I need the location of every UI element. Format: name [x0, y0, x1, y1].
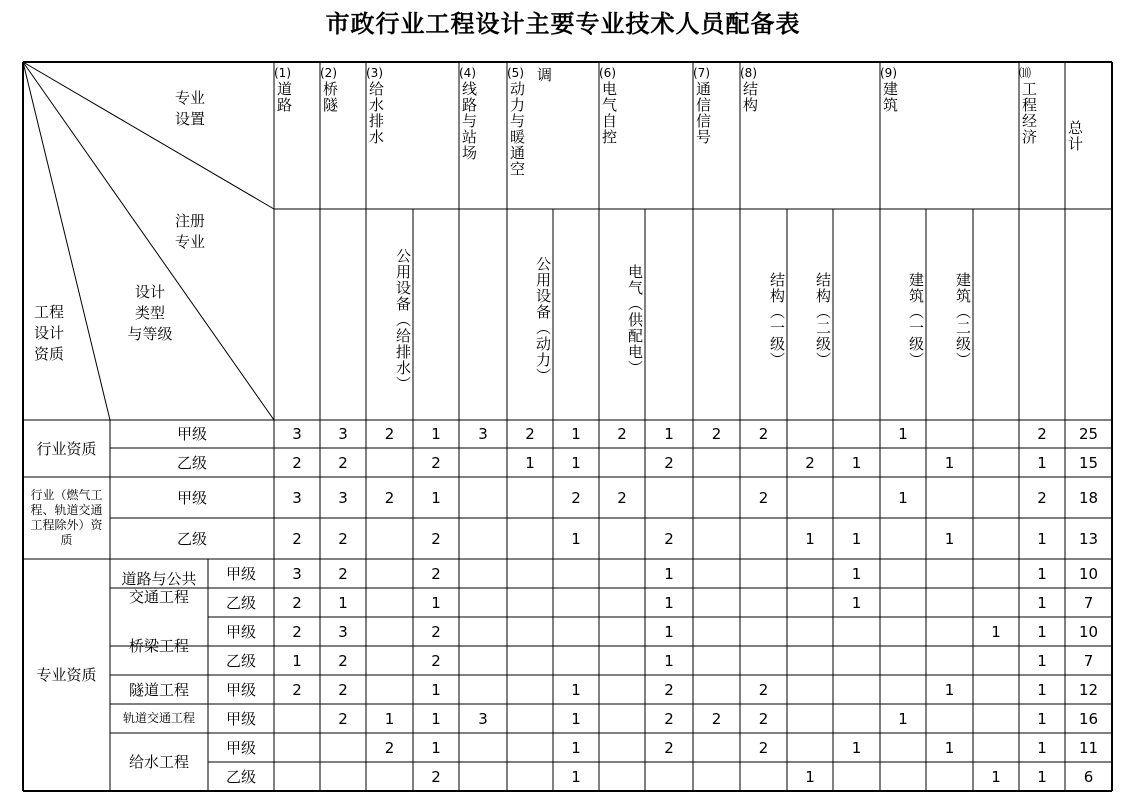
table-cell [880, 559, 926, 588]
table-cell: 10 [1078, 622, 1099, 641]
reg-header-12: 结构（二级） [814, 271, 832, 368]
table-cell [833, 675, 880, 704]
grade-label: 乙级 [176, 529, 207, 548]
table-cell [459, 477, 507, 518]
spec-header-number: (1) [274, 66, 291, 80]
table-cell: 1 [664, 651, 674, 670]
table-cell: 2 [664, 529, 674, 548]
table-cell: 1 [898, 488, 908, 507]
table-cell: 3 [292, 488, 302, 507]
table-cell: 2 [525, 425, 535, 443]
table-cell [833, 762, 880, 791]
table-cell: 1 [805, 529, 815, 548]
table-cell [787, 704, 833, 733]
table-cell [973, 588, 1019, 617]
table-cell: 2 [758, 680, 769, 699]
table-cell: 6 [1083, 767, 1094, 786]
table-cell [459, 448, 507, 477]
table-cell [599, 675, 645, 704]
table-cell [973, 448, 1019, 477]
table-cell: 2 [338, 529, 348, 548]
table-cell [599, 733, 645, 762]
table-cell: 1 [944, 738, 955, 757]
spec-header-8 [740, 62, 880, 209]
table-cell [926, 704, 973, 733]
table-cell [507, 762, 553, 791]
spec-header-number: (8) [740, 66, 757, 80]
page-title: 市政行业工程设计主要专业技术人员配备表 [325, 10, 801, 38]
table-cell [787, 588, 833, 617]
table-cell: 1 [898, 425, 908, 443]
table-cell: 2 [617, 488, 627, 507]
spec-header-number: ⑽ [1019, 66, 1032, 80]
grade-label: 乙级 [225, 593, 256, 612]
table-cell [599, 646, 645, 675]
table-cell: 3 [338, 488, 348, 507]
table-cell [880, 646, 926, 675]
spec-header-6 [599, 62, 693, 209]
spec-header-name: 总计 [1066, 119, 1084, 152]
spec-header-7 [693, 62, 740, 209]
table-cell: 2 [431, 651, 441, 670]
table-cell [507, 646, 553, 675]
table-cell: 13 [1078, 529, 1099, 548]
table-cell [366, 588, 413, 617]
spec-header-name: 给水排水 [367, 81, 385, 145]
table-cell: 1 [338, 593, 348, 612]
table-cell: 1 [571, 425, 581, 443]
table-cell [599, 617, 645, 646]
table-cell [459, 646, 507, 675]
table-cell: 2 [292, 593, 302, 612]
table-cell: 12 [1078, 680, 1099, 699]
table-cell [787, 646, 833, 675]
table-cell: 2 [758, 709, 769, 728]
table-cell: 1 [571, 453, 581, 472]
table-cell: 2 [384, 488, 395, 507]
table-cell: 2 [338, 564, 348, 583]
table-cell [880, 518, 926, 559]
table-cell [973, 518, 1019, 559]
table-cell [599, 704, 645, 733]
table-cell [553, 617, 599, 646]
grade-label: 甲级 [176, 425, 207, 443]
table-cell [507, 559, 553, 588]
table-cell: 2 [292, 622, 302, 641]
table-cell [973, 477, 1019, 518]
table-cell [366, 559, 413, 588]
table-cell [926, 762, 973, 791]
grade-label: 甲级 [225, 564, 256, 583]
table-cell [553, 588, 599, 617]
table-cell [880, 733, 926, 762]
grid-line [23, 62, 274, 420]
table-cell [507, 518, 553, 559]
table-cell: 1 [1037, 651, 1047, 670]
grid-line [23, 62, 274, 209]
table-cell: 2 [384, 738, 395, 757]
table-cell: 1 [851, 564, 862, 583]
table-cell [693, 518, 740, 559]
table-cell [599, 559, 645, 588]
table-cell [366, 448, 413, 477]
spec-header-prefix: 调 [537, 66, 553, 84]
table-cell [459, 762, 507, 791]
table-cell [740, 518, 787, 559]
table-cell: 3 [478, 425, 488, 443]
table-cell [507, 617, 553, 646]
spec-header-4 [459, 62, 507, 209]
table-cell [693, 559, 740, 588]
table-cell [274, 762, 320, 791]
table-cell [926, 477, 973, 518]
table-cell [693, 762, 740, 791]
reg-header-14: 建筑（一级） [907, 271, 925, 368]
table-cell [693, 477, 740, 518]
table-cell: 1 [1037, 709, 1047, 728]
table-cell [645, 762, 693, 791]
table-cell: 2 [617, 425, 627, 443]
grid-line [23, 62, 110, 420]
table-cell [740, 448, 787, 477]
table-cell: 2 [384, 425, 395, 443]
table-cell: 2 [758, 425, 769, 443]
table-cell: 1 [1037, 622, 1047, 641]
table-cell [787, 675, 833, 704]
table-cell: 1 [664, 425, 674, 443]
table-cell: 1 [571, 767, 581, 786]
group-hangye-exclusive: 行业（燃气工程、轨道交通工程除外）资质 [30, 488, 103, 547]
table-cell: 1 [431, 425, 441, 443]
table-cell [833, 646, 880, 675]
spec-header-name: 道路 [275, 81, 293, 113]
table-cell [740, 588, 787, 617]
table-cell: 2 [292, 529, 302, 548]
table-cell: 3 [338, 622, 348, 641]
table-cell [366, 762, 413, 791]
table-cell: 2 [431, 564, 441, 583]
table-cell [740, 617, 787, 646]
table-cell: 2 [664, 738, 674, 757]
table-cell: 2 [1037, 488, 1047, 507]
table-cell [787, 559, 833, 588]
table-cell: 7 [1083, 651, 1094, 670]
spec-header-name: 通信信号 [694, 81, 712, 145]
table-cell: 1 [851, 453, 862, 472]
table-cell [740, 762, 787, 791]
table-cell: 1 [571, 709, 581, 728]
table-cell [740, 646, 787, 675]
table-cell: 2 [431, 529, 441, 548]
table-cell: 1 [991, 622, 1001, 641]
spec-header-number: (3) [366, 66, 383, 80]
table-cell: 1 [431, 488, 441, 507]
table-cell [459, 733, 507, 762]
spec-header-5 [507, 62, 599, 209]
table-cell: 2 [711, 709, 722, 728]
table-cell: 2 [338, 709, 348, 728]
table-cell [973, 559, 1019, 588]
spec-header-name: 工程经济 [1020, 81, 1038, 145]
table-cell [833, 477, 880, 518]
table-cell [693, 448, 740, 477]
table-cell: 1 [1037, 453, 1047, 472]
table-cell [459, 588, 507, 617]
table-cell [320, 762, 366, 791]
spec-header-9 [880, 62, 1019, 209]
table-cell: 1 [664, 564, 674, 583]
table-cell: 2 [431, 622, 441, 641]
table-cell: 1 [571, 680, 581, 699]
table-cell [507, 733, 553, 762]
table-cell: 1 [1037, 738, 1047, 757]
table-cell [507, 588, 553, 617]
table-cell [926, 646, 973, 675]
reg-header-8: 电气（供配电） [626, 263, 644, 376]
table-cell: 1 [664, 593, 674, 612]
table-cell: 2 [664, 453, 674, 472]
subtype-geishui: 给水工程 [128, 753, 189, 771]
table-cell [787, 617, 833, 646]
table-cell: 1 [571, 529, 581, 548]
table-cell [926, 559, 973, 588]
table-cell [507, 675, 553, 704]
group-hangye-zizhi: 行业资质 [36, 439, 97, 458]
table-cell: 2 [338, 651, 348, 670]
spec-header-number: (7) [693, 66, 710, 80]
table-cell: 2 [664, 680, 674, 699]
spec-header-number: (6) [599, 66, 616, 80]
table-cell: 1 [1037, 593, 1047, 612]
table-cell: 2 [1037, 425, 1047, 443]
corner-label-sheji-leixing: 设计 类型 与等级 [127, 283, 173, 343]
reg-header-11: 结构（一级） [768, 271, 786, 368]
table-cell [366, 617, 413, 646]
table-cell: 1 [431, 738, 441, 757]
table-cell: 3 [292, 425, 302, 443]
table-cell [459, 559, 507, 588]
table-cell [274, 733, 320, 762]
grade-label: 乙级 [176, 453, 207, 472]
table-cell [599, 448, 645, 477]
subtype-suidao: 隧道工程 [128, 680, 189, 699]
spec-header-number: (9) [880, 66, 897, 80]
table-cell: 2 [571, 488, 581, 507]
grade-label: 甲级 [176, 488, 207, 507]
table-cell [973, 733, 1019, 762]
table-cell: 1 [944, 453, 955, 472]
table-cell [693, 617, 740, 646]
table-cell [880, 675, 926, 704]
table-cell: 2 [431, 453, 441, 472]
table-cell: 2 [711, 425, 722, 443]
table-cell [459, 617, 507, 646]
table-cell: 1 [851, 593, 862, 612]
table-cell [880, 762, 926, 791]
table-cell: 2 [758, 488, 769, 507]
spec-header-3 [366, 62, 459, 209]
grade-label: 乙级 [225, 651, 256, 670]
table-cell: 2 [805, 453, 815, 472]
subtype-qiaoliang: 桥梁工程 [128, 637, 189, 655]
table-cell: 1 [805, 767, 815, 786]
table-cell [926, 588, 973, 617]
table-cell: 11 [1078, 738, 1099, 757]
spec-header-1 [274, 62, 320, 209]
spec-header-number: (5) [507, 66, 524, 80]
spec-header-name: 线路与站场 [460, 81, 478, 161]
subtype-guidao: 轨道交通工程 [122, 711, 195, 725]
table-cell [507, 704, 553, 733]
table-cell [787, 420, 833, 448]
table-cell [693, 675, 740, 704]
spec-header-name: 桥隧 [321, 81, 339, 113]
table-cell: 7 [1083, 593, 1094, 612]
table-cell: 3 [292, 564, 302, 583]
table-cell: 1 [991, 767, 1001, 786]
table-cell [880, 448, 926, 477]
grade-label: 甲级 [225, 622, 256, 641]
table-cell: 1 [431, 709, 441, 728]
table-cell [973, 704, 1019, 733]
table-cell [320, 733, 366, 762]
subtype-daolu: 道路与公共交通工程 [121, 570, 197, 606]
spec-header-number: (4) [459, 66, 476, 80]
corner-label-zhuanye-shezhi: 专业 设置 [174, 89, 205, 128]
grade-label: 甲级 [225, 738, 256, 757]
group-zhuanye-zizhi: 专业资质 [36, 666, 97, 684]
table-cell [833, 704, 880, 733]
table-cell: 1 [898, 709, 908, 728]
spec-header-name: 建筑 [881, 81, 899, 113]
table-cell: 2 [664, 709, 674, 728]
table-cell: 16 [1078, 709, 1099, 728]
table-cell [693, 733, 740, 762]
reg-header-15: 建筑（二级） [954, 271, 972, 368]
table-cell [645, 477, 693, 518]
table-cell: 1 [851, 738, 862, 757]
spec-header-11 [1065, 62, 1112, 209]
table-cell: 2 [292, 453, 302, 472]
table-cell [880, 617, 926, 646]
table-cell: 2 [338, 453, 348, 472]
table-cell [599, 762, 645, 791]
corner-label-gongcheng-zizhi: 工程 设计 资质 [33, 303, 64, 363]
table-cell: 2 [292, 680, 302, 699]
table-cell [599, 588, 645, 617]
table-cell: 1 [1037, 529, 1047, 548]
table-cell [366, 646, 413, 675]
table-cell: 2 [758, 738, 769, 757]
corner-label-zhuce-zhuanye: 注册 专业 [174, 212, 205, 251]
table-cell: 1 [384, 709, 395, 728]
table-cell: 15 [1078, 453, 1099, 472]
table-cell [459, 518, 507, 559]
table-cell: 1 [1037, 767, 1047, 786]
table-cell [787, 733, 833, 762]
table-cell [926, 617, 973, 646]
table-cell [973, 420, 1019, 448]
table-cell [973, 675, 1019, 704]
table-cell [973, 646, 1019, 675]
table-cell: 1 [431, 593, 441, 612]
table-cell: 10 [1078, 564, 1099, 583]
grade-label: 乙级 [225, 767, 256, 786]
table-cell [833, 420, 880, 448]
table-cell: 1 [664, 622, 674, 641]
table-cell [693, 646, 740, 675]
table-cell [926, 420, 973, 448]
table-cell: 1 [292, 651, 302, 670]
table-cell [599, 518, 645, 559]
table-cell [274, 704, 320, 733]
table-cell [366, 675, 413, 704]
reg-header-6: 公用设备（动力） [534, 255, 552, 384]
table-cell: 1 [525, 453, 535, 472]
table-cell [459, 675, 507, 704]
table-cell [740, 559, 787, 588]
table-cell: 1 [944, 680, 955, 699]
table-cell: 25 [1078, 425, 1099, 443]
table-cell [553, 559, 599, 588]
spec-header-2 [320, 62, 366, 209]
spec-header-10 [1019, 62, 1065, 209]
table-cell: 18 [1078, 488, 1099, 507]
spec-header-name: 电气自控 [600, 81, 618, 145]
table-cell: 3 [338, 425, 348, 443]
table-cell: 2 [338, 680, 348, 699]
spec-header-name: 动力与暖通空 [508, 81, 526, 177]
table-cell: 1 [944, 529, 955, 548]
spec-header-number: (2) [320, 66, 337, 80]
table-cell: 1 [1037, 680, 1047, 699]
table-cell [553, 646, 599, 675]
table-cell: 1 [571, 738, 581, 757]
table-cell: 1 [431, 680, 441, 699]
table-cell [507, 477, 553, 518]
grade-label: 甲级 [225, 680, 256, 699]
table-cell: 2 [431, 767, 441, 786]
table-cell: 1 [851, 529, 862, 548]
spec-header-name: 结构 [741, 81, 759, 113]
grade-label: 甲级 [225, 709, 256, 728]
table-cell [833, 617, 880, 646]
table-cell [366, 518, 413, 559]
table-cell [693, 588, 740, 617]
table-cell [880, 588, 926, 617]
table-cell: 3 [478, 709, 488, 728]
table-cell [787, 477, 833, 518]
reg-header-3: 公用设备（给排水） [394, 247, 412, 392]
table-cell: 1 [1037, 564, 1047, 583]
